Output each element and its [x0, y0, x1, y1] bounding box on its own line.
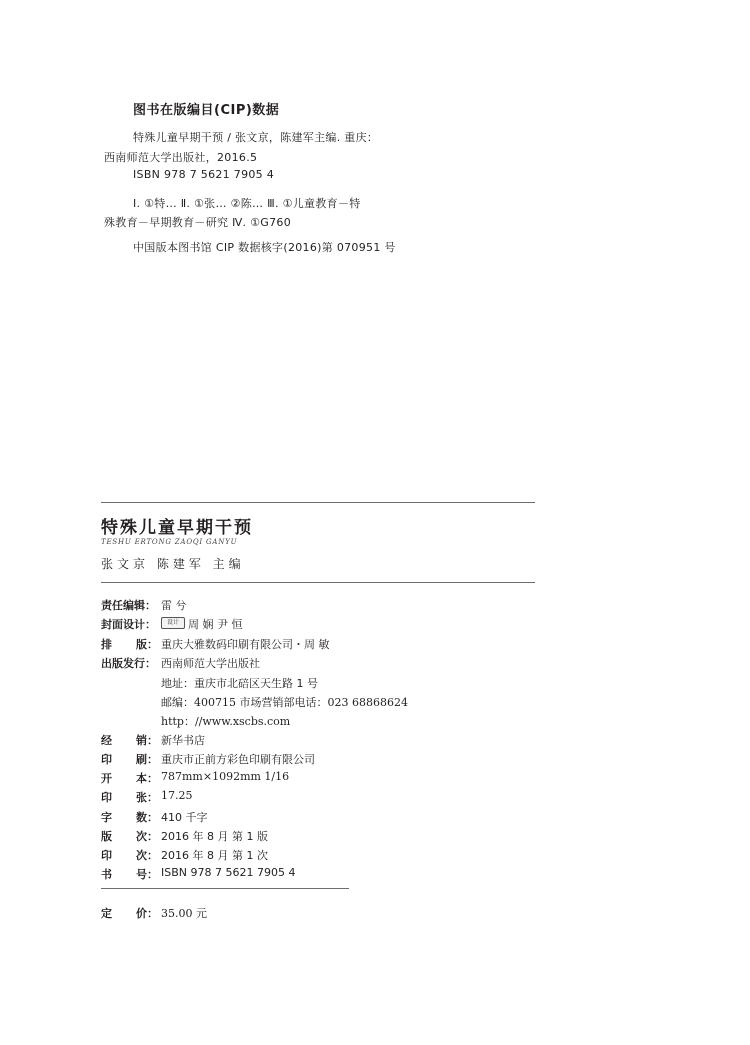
bottom-rule: [101, 888, 349, 889]
edition-value: 2016 年 8 月 第 1 版: [161, 830, 268, 843]
editor-value: 雷 兮: [161, 599, 187, 612]
book-authors: 张文京 陈建军 主编: [101, 557, 245, 571]
price-value: 35.00 元: [161, 907, 207, 920]
book-pinyin: TESHU ERTONG ZAOQI GANYU: [101, 538, 238, 546]
cip-line-4: Ⅰ. ①特… Ⅱ. ①张… ②陈… Ⅲ. ①儿童教育－特: [133, 197, 361, 210]
publisher-url[interactable]: http：//www.xscbs.com: [161, 715, 291, 728]
cip-line-6: 中国版本图书馆 CIP 数据核字(2016)第 070951 号: [133, 241, 396, 254]
word-count-value: 410 千字: [161, 811, 208, 824]
cover-value: 周 娴 尹 恒: [188, 618, 243, 631]
top-rule: [101, 502, 535, 503]
layout-value: 重庆大雅数码印刷有限公司・周 敏: [161, 638, 330, 651]
designer-logo-icon: 设计: [161, 617, 185, 629]
middle-rule: [101, 582, 535, 583]
publisher-postcode-phone: 邮编：400715 市场营销部电话：023 68868624: [161, 696, 408, 709]
book-title: 特殊儿童早期干预: [101, 518, 253, 538]
isbn-value: ISBN 978 7 5621 7905 4: [161, 866, 296, 879]
publisher-address: 地址：重庆市北碚区天生路 1 号: [161, 677, 318, 690]
cip-line-1: 特殊儿童早期干预 / 张文京，陈建军主编. 重庆：: [133, 131, 379, 144]
cip-line-2: 西南师范大学出版社，2016.5: [104, 151, 258, 164]
publisher-value: 西南师范大学出版社: [161, 657, 260, 670]
cip-line-5: 殊教育－早期教育－研究 Ⅳ. ①G760: [104, 216, 292, 229]
cip-line-3: ISBN 978 7 5621 7905 4: [133, 168, 275, 181]
cip-title: 图书在版编目(CIP)数据: [133, 103, 280, 118]
distributor-value: 新华书店: [161, 734, 205, 747]
sheets-value: 17.25: [161, 789, 193, 802]
printer-value: 重庆市正前方彩色印刷有限公司: [161, 753, 315, 766]
printing-value: 2016 年 8 月 第 1 次: [161, 849, 268, 862]
cover-value-row: [161, 616, 243, 632]
format-value: 787mm×1092mm 1/16: [161, 770, 290, 783]
